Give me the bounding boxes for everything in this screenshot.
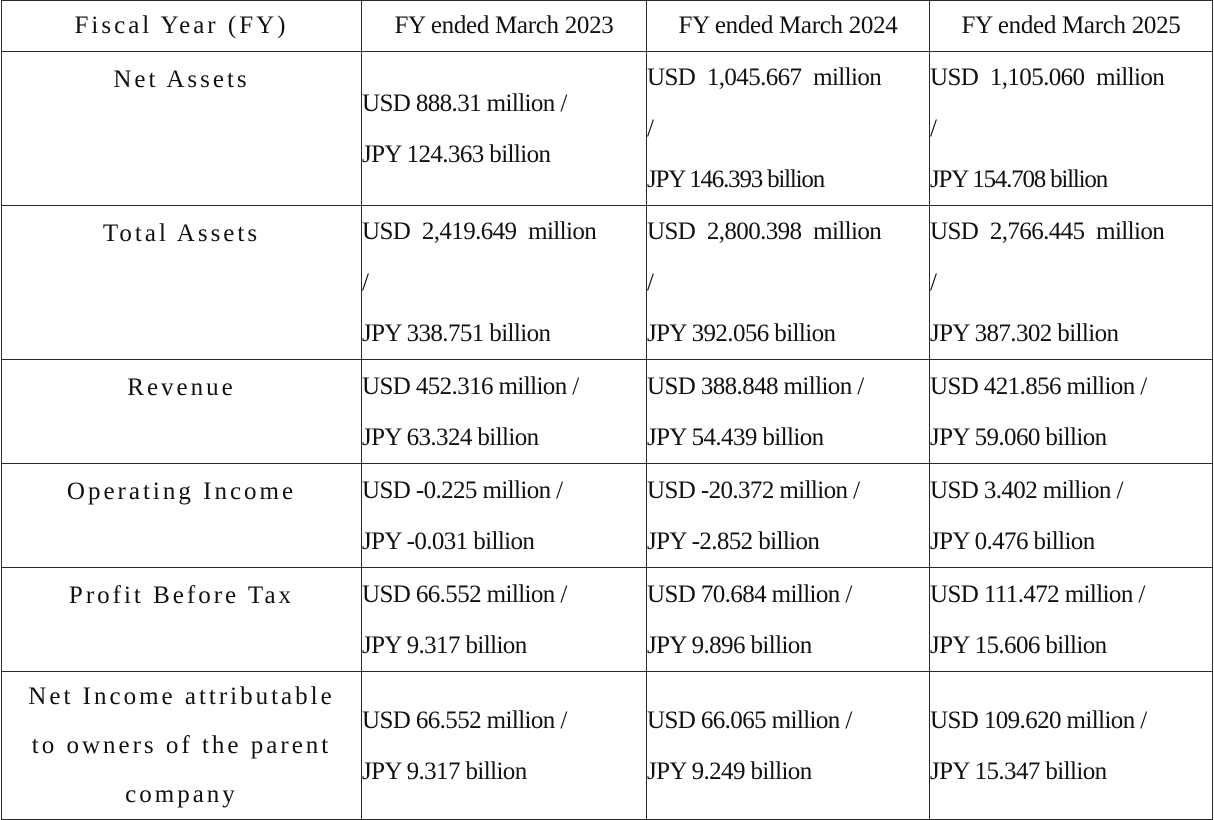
value-cell <box>930 464 1213 568</box>
usd-value: USD 66.552 million / <box>362 706 567 734</box>
jpy-value: JPY 9.249 billion <box>647 757 812 785</box>
year-header-2023: FY ended March 2023 <box>362 1 647 52</box>
value-cell <box>362 360 647 464</box>
value-cell <box>930 672 1213 820</box>
row-label-net-income <box>2 672 362 820</box>
jpy-value: JPY 392.056 billion <box>647 320 836 347</box>
usd-value: USD 3.402 million / <box>930 476 1123 504</box>
slash-separator: / <box>362 269 369 296</box>
table-row <box>2 360 1213 464</box>
usd-value: USD -20.372 million / <box>647 476 860 504</box>
jpy-value: JPY 146.393 billion <box>647 166 824 193</box>
row-label-line-3: company <box>125 781 238 808</box>
header-row <box>2 1 1213 52</box>
table-row <box>2 568 1213 672</box>
value-cell <box>930 360 1213 464</box>
jpy-value: JPY 9.317 billion <box>362 757 527 785</box>
jpy-value: JPY 15.606 billion <box>930 631 1107 659</box>
row-label-revenue <box>2 360 362 464</box>
value-cell <box>930 206 1213 360</box>
jpy-value: JPY 338.751 billion <box>362 320 551 347</box>
value-cell <box>647 464 930 568</box>
year-header-2025: FY ended March 2025 <box>930 1 1213 52</box>
row-label-net-assets <box>2 52 362 206</box>
value-cell <box>930 52 1213 206</box>
jpy-value: JPY 0.476 billion <box>930 527 1095 555</box>
jpy-value: JPY 15.347 billion <box>930 757 1107 785</box>
usd-value: USD 70.684 million / <box>647 580 852 608</box>
value-cell <box>647 206 930 360</box>
usd-value: USD 421.856 million / <box>930 372 1147 400</box>
table-row <box>2 464 1213 568</box>
usd-value: USD 111.472 million / <box>930 580 1145 608</box>
jpy-value: JPY 63.324 billion <box>362 423 539 451</box>
value-cell <box>647 360 930 464</box>
jpy-value: JPY -0.031 billion <box>362 527 535 555</box>
usd-value: USD 109.620 million / <box>930 706 1147 734</box>
value-cell <box>362 464 647 568</box>
financial-summary-table <box>1 0 1213 820</box>
row-label-text: Profit Before Tax <box>68 582 295 609</box>
value-cell <box>647 52 930 206</box>
value-cell <box>362 672 647 820</box>
table-row <box>2 672 1213 820</box>
value-cell <box>930 568 1213 672</box>
year-header-2024: FY ended March 2024 <box>647 1 930 52</box>
jpy-value: JPY 154.708 billion <box>930 166 1107 193</box>
table-row <box>2 52 1213 206</box>
usd-value: USD -0.225 million / <box>362 476 563 504</box>
row-label-text: Revenue <box>127 374 236 401</box>
jpy-value: JPY 54.439 billion <box>647 423 824 451</box>
jpy-value: JPY -2.852 billion <box>647 527 820 555</box>
usd-value: USD 2,766.445 million <box>930 218 1165 245</box>
row-label-profit-before-tax <box>2 568 362 672</box>
slash-separator: / <box>647 115 654 142</box>
jpy-value: JPY 59.060 billion <box>930 423 1107 451</box>
fiscal-year-header: Fiscal Year (FY) <box>2 1 362 52</box>
value-cell <box>362 568 647 672</box>
usd-value: USD 1,045.667 million <box>647 64 882 91</box>
value-cell <box>362 52 647 206</box>
row-label-line-2: to owners of the parent <box>31 732 332 759</box>
jpy-value: JPY 124.363 billion <box>362 140 551 168</box>
slash-separator: / <box>930 269 937 296</box>
usd-value: USD 66.552 million / <box>362 580 567 608</box>
usd-value: USD 2,419.649 million <box>362 218 597 245</box>
table-row <box>2 206 1213 360</box>
row-label-operating-income <box>2 464 362 568</box>
usd-value: USD 1,105.060 million <box>930 64 1165 91</box>
value-cell <box>362 206 647 360</box>
jpy-value: JPY 9.896 billion <box>647 631 812 659</box>
usd-value: USD 452.316 million / <box>362 372 579 400</box>
value-cell <box>647 672 930 820</box>
row-label-text: Operating Income <box>66 478 297 505</box>
usd-value: USD 388.848 million / <box>647 372 864 400</box>
usd-value: USD 66.065 million / <box>647 706 852 734</box>
value-cell <box>647 568 930 672</box>
jpy-value: JPY 387.302 billion <box>930 320 1119 347</box>
slash-separator: / <box>647 269 654 296</box>
jpy-value: JPY 9.317 billion <box>362 631 527 659</box>
usd-value: USD 2,800.398 million <box>647 218 882 245</box>
row-label-line-1: Net Income attributable <box>28 683 335 710</box>
slash-separator: / <box>930 115 937 142</box>
usd-value: USD 888.31 million / <box>362 89 567 117</box>
row-label-text: Total Assets <box>102 220 261 247</box>
row-label-text: Net Assets <box>113 66 250 93</box>
row-label-total-assets <box>2 206 362 360</box>
